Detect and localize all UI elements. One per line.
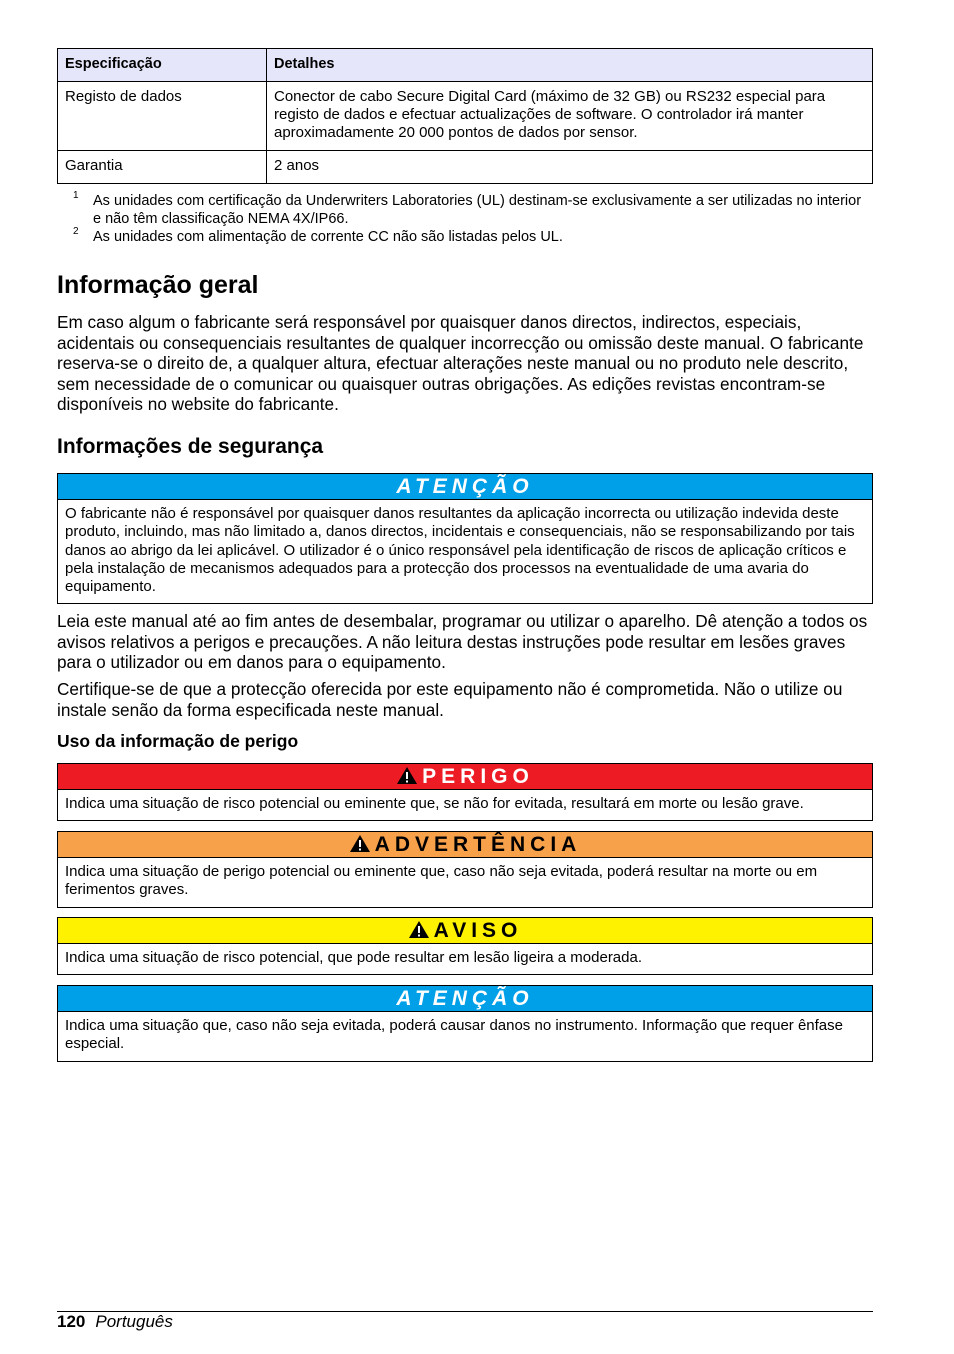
warning-header — [58, 832, 872, 858]
danger-box — [57, 763, 873, 821]
specification-table — [57, 48, 873, 184]
notice-text: O fabricante não é responsável por quaisquer danos resultantes da aplicação incorrecta ou utilização indevida deste produto, incluindo, mas não limitado a, danos directos, incidentais e consequenciais, não se responsabilizando por tais danos ao abrigo da lei aplicável. O utilizador é o único responsável pela identificação de riscos de aplicação críticos e pela instalação de mecanismos adequados para a protecção dos processos na eventualidade de uma avaria do equipamento. — [65, 505, 855, 596]
caution-text: Indica uma situação de risco potencial, que pode resultar em lesão ligeira a moderada. — [65, 949, 643, 966]
section-title-hazard: Uso da informação de perigo — [57, 731, 299, 751]
footnote-number: 1 — [73, 190, 79, 201]
footer-language: Português — [95, 1312, 173, 1331]
warning-triangle-icon — [396, 766, 418, 785]
danger-label: PERIGO — [422, 765, 534, 788]
table-header-row — [58, 49, 873, 82]
footnote-text: As unidades com certificação da Underwriters Laboratories (UL) destinam-se exclusivamente a ser utilizadas no interior e não têm classificação NEMA 4X/IP66. — [93, 193, 862, 227]
danger-text: Indica uma situação de risco potencial ou eminente que, se não for evitada, resultará em morte ou lesão grave. — [65, 795, 804, 812]
warning-triangle-icon — [408, 920, 430, 939]
footnote-number: 2 — [73, 226, 79, 237]
warning-label: ADVERTÊNCIA — [374, 833, 582, 856]
table-row — [58, 151, 873, 184]
notice-header: ATENÇÃO — [58, 986, 872, 1012]
table-cell: Registo de dados — [58, 82, 267, 151]
caution-label: AVISO — [433, 919, 523, 942]
section-title-general: Informação geral — [57, 271, 259, 299]
warning-text: Indica uma situação de perigo potencial ou eminente que, caso não seja evitada, poderá resultar na morte ou em ferimentos graves. — [65, 863, 818, 899]
warning-box — [57, 831, 873, 908]
notice-box — [57, 985, 873, 1062]
footnote-text: As unidades com alimentação de corrente CC não são listadas pelos UL. — [93, 229, 563, 245]
warning-triangle-icon — [349, 834, 371, 853]
notice-text: Indica uma situação que, caso não seja evitada, poderá causar danos no instrumento. Informação que requer ênfase especial. — [65, 1017, 843, 1053]
general-paragraph: Em caso algum o fabricante será responsável por quaisquer danos directos, indirectos, especiais, acidentais ou consequenciais resultantes de qualquer incorrecção ou omissão deste manual. O fabricante reserva-se o direito de, a qualquer altura, efectuar alterações neste manual ou no produto nele descrito, sem necessidade de o comunicar ou quaisquer outras obrigações. As edições revistas encontram-se disponíveis no website do fabricante. — [57, 312, 864, 415]
safety-paragraph: Certifique-se de que a protecção oferecida por este equipamento não é comprometida. Não o utilize ou instale senão da forma especificada neste manual. — [57, 679, 843, 720]
table-row — [58, 82, 873, 151]
footnote — [57, 192, 873, 228]
caution-box — [57, 917, 873, 975]
page-footer — [57, 1312, 173, 1332]
page-number: 120 — [57, 1312, 86, 1331]
notice-box — [57, 473, 873, 604]
footer-divider — [57, 1311, 873, 1312]
table-cell: Conector de cabo Secure Digital Card (máximo de 32 GB) ou RS232 especial para registo de dados e efectuar actualizações de software. O controlador irá manter aproximadamente 20 000 pontos de dados por sensor. — [267, 82, 873, 151]
column-header: Especificação — [58, 49, 267, 82]
danger-header — [58, 764, 872, 790]
safety-paragraph: Leia este manual até ao fim antes de desembalar, programar ou utilizar o aparelho. Dê atenção a todos os avisos relativos a perigos e precauções. A não leitura destas instruções pode resultar em lesões graves para o utilizador ou em danos para o equipamento. — [57, 611, 868, 673]
section-title-safety: Informações de segurança — [57, 435, 324, 458]
table-cell: Garantia — [58, 151, 267, 184]
table-cell: 2 anos — [267, 151, 873, 184]
footnotes — [57, 192, 873, 246]
column-header: Detalhes — [267, 49, 873, 82]
footnote — [57, 228, 873, 246]
notice-header: ATENÇÃO — [58, 474, 872, 500]
caution-header — [58, 918, 872, 944]
